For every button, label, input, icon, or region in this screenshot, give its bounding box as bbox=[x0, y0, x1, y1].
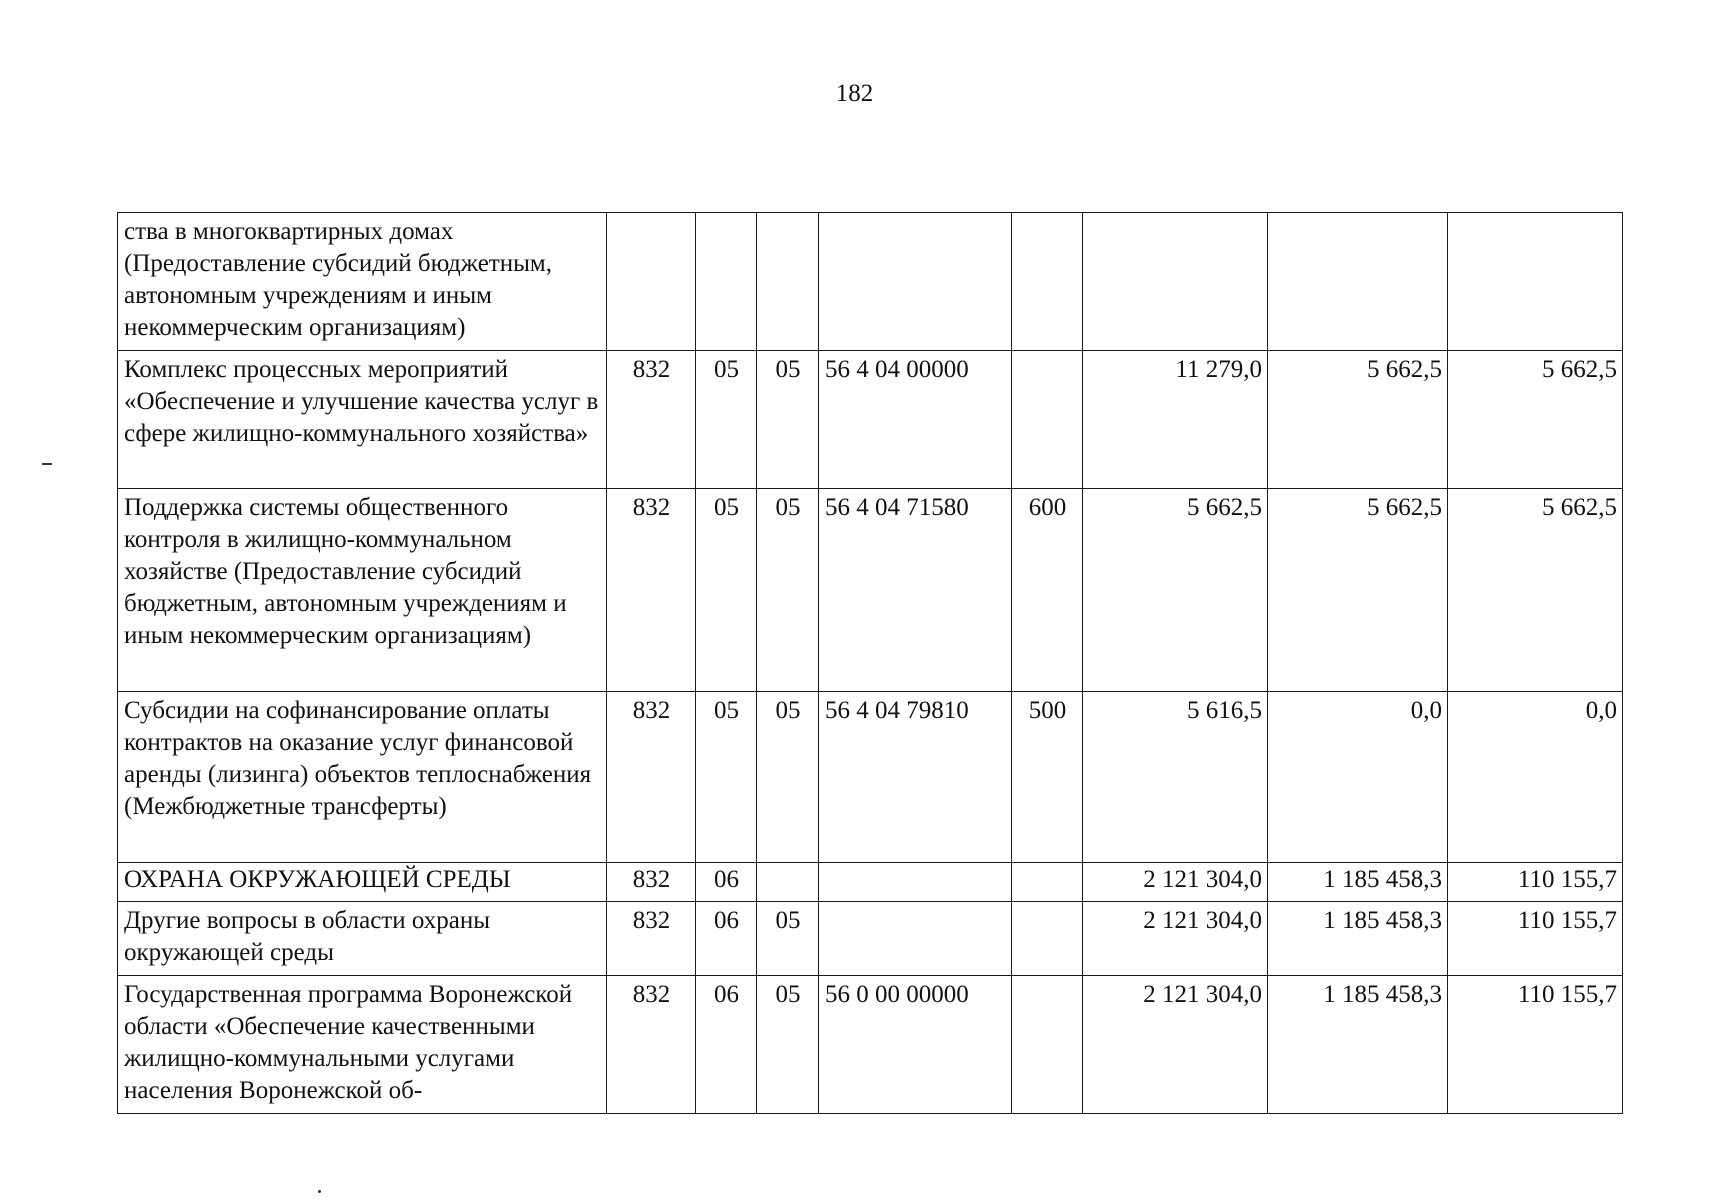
subsection-code bbox=[757, 863, 819, 902]
row-name: ства в многоквартирных домах (Предоставление субсидий бюджетным, автономным учреждениям и иным некоммерческим организациям) bbox=[118, 213, 607, 351]
admin-code: 832 bbox=[607, 863, 696, 902]
subsection-code: 05 bbox=[757, 902, 819, 976]
sum-year-3: 110 155,7 bbox=[1448, 863, 1623, 902]
expense-type: 500 bbox=[1012, 692, 1083, 863]
sum-year-2: 0,0 bbox=[1268, 692, 1448, 863]
sum-year-2: 5 662,5 bbox=[1268, 351, 1448, 489]
table-row bbox=[118, 976, 1623, 1114]
expense-type bbox=[1012, 351, 1083, 489]
sum-year-3: 0,0 bbox=[1448, 692, 1623, 863]
sum-year-1 bbox=[1083, 213, 1268, 351]
row-name: Государственная программа Воронежской области «Обеспечение качественными жилищно-коммунальными услугами населения Воронежской об- bbox=[118, 976, 607, 1114]
subsection-code: 05 bbox=[757, 976, 819, 1114]
section-code: 06 bbox=[696, 902, 757, 976]
section-code: 06 bbox=[696, 976, 757, 1114]
sum-year-3 bbox=[1448, 213, 1623, 351]
subsection-code: 05 bbox=[757, 489, 819, 692]
admin-code: 832 bbox=[607, 351, 696, 489]
table-row bbox=[118, 489, 1623, 692]
scan-mark bbox=[318, 1190, 321, 1193]
expense-type bbox=[1012, 976, 1083, 1114]
table-row bbox=[118, 213, 1623, 351]
sum-year-2 bbox=[1268, 213, 1448, 351]
section-code bbox=[696, 213, 757, 351]
sum-year-3: 5 662,5 bbox=[1448, 489, 1623, 692]
admin-code: 832 bbox=[607, 692, 696, 863]
row-name: Комплекс процессных мероприятий «Обеспечение и улучшение качества услуг в сфере жилищно-коммунального хозяйства» bbox=[118, 351, 607, 489]
row-name: Другие вопросы в области охраны окружающей среды bbox=[118, 902, 607, 976]
subsection-code: 05 bbox=[757, 351, 819, 489]
target-code: 56 4 04 79810 bbox=[819, 692, 1012, 863]
row-name: Субсидии на софинансирование оплаты контрактов на оказание услуг финансовой аренды (лизинга) объектов теплоснабжения (Межбюджетные трансферты) bbox=[118, 692, 607, 863]
sum-year-1: 2 121 304,0 bbox=[1083, 863, 1268, 902]
table-row bbox=[118, 351, 1623, 489]
sum-year-1: 11 279,0 bbox=[1083, 351, 1268, 489]
subsection-code: 05 bbox=[757, 692, 819, 863]
target-code: 56 4 04 71580 bbox=[819, 489, 1012, 692]
admin-code: 832 bbox=[607, 976, 696, 1114]
sum-year-3: 110 155,7 bbox=[1448, 902, 1623, 976]
sum-year-1: 5 662,5 bbox=[1083, 489, 1268, 692]
table-row bbox=[118, 692, 1623, 863]
sum-year-2: 1 185 458,3 bbox=[1268, 863, 1448, 902]
table-row bbox=[118, 902, 1623, 976]
sum-year-2: 5 662,5 bbox=[1268, 489, 1448, 692]
subsection-code bbox=[757, 213, 819, 351]
sum-year-1: 2 121 304,0 bbox=[1083, 902, 1268, 976]
sum-year-1: 5 616,5 bbox=[1083, 692, 1268, 863]
target-code bbox=[819, 902, 1012, 976]
budget-table bbox=[117, 212, 1623, 1114]
target-code bbox=[819, 213, 1012, 351]
sum-year-1: 2 121 304,0 bbox=[1083, 976, 1268, 1114]
target-code: 56 4 04 00000 bbox=[819, 351, 1012, 489]
sum-year-3: 110 155,7 bbox=[1448, 976, 1623, 1114]
row-name: Поддержка системы общественного контроля в жилищно-коммунальном хозяйстве (Предоставление субсидий бюджетным, автономным учреждениям и иным некоммерческим организациям) bbox=[118, 489, 607, 692]
expense-type bbox=[1012, 213, 1083, 351]
section-code: 05 bbox=[696, 692, 757, 863]
expense-type bbox=[1012, 902, 1083, 976]
row-name: ОХРАНА ОКРУЖАЮЩЕЙ СРЕДЫ bbox=[118, 863, 607, 902]
target-code bbox=[819, 863, 1012, 902]
scan-mark bbox=[42, 463, 52, 465]
admin-code bbox=[607, 213, 696, 351]
page-number: 182 bbox=[835, 80, 874, 107]
section-code: 05 bbox=[696, 351, 757, 489]
sum-year-3: 5 662,5 bbox=[1448, 351, 1623, 489]
expense-type: 600 bbox=[1012, 489, 1083, 692]
expense-type bbox=[1012, 863, 1083, 902]
section-code: 06 bbox=[696, 863, 757, 902]
table-row bbox=[118, 863, 1623, 902]
admin-code: 832 bbox=[607, 902, 696, 976]
section-code: 05 bbox=[696, 489, 757, 692]
admin-code: 832 bbox=[607, 489, 696, 692]
target-code: 56 0 00 00000 bbox=[819, 976, 1012, 1114]
sum-year-2: 1 185 458,3 bbox=[1268, 976, 1448, 1114]
sum-year-2: 1 185 458,3 bbox=[1268, 902, 1448, 976]
